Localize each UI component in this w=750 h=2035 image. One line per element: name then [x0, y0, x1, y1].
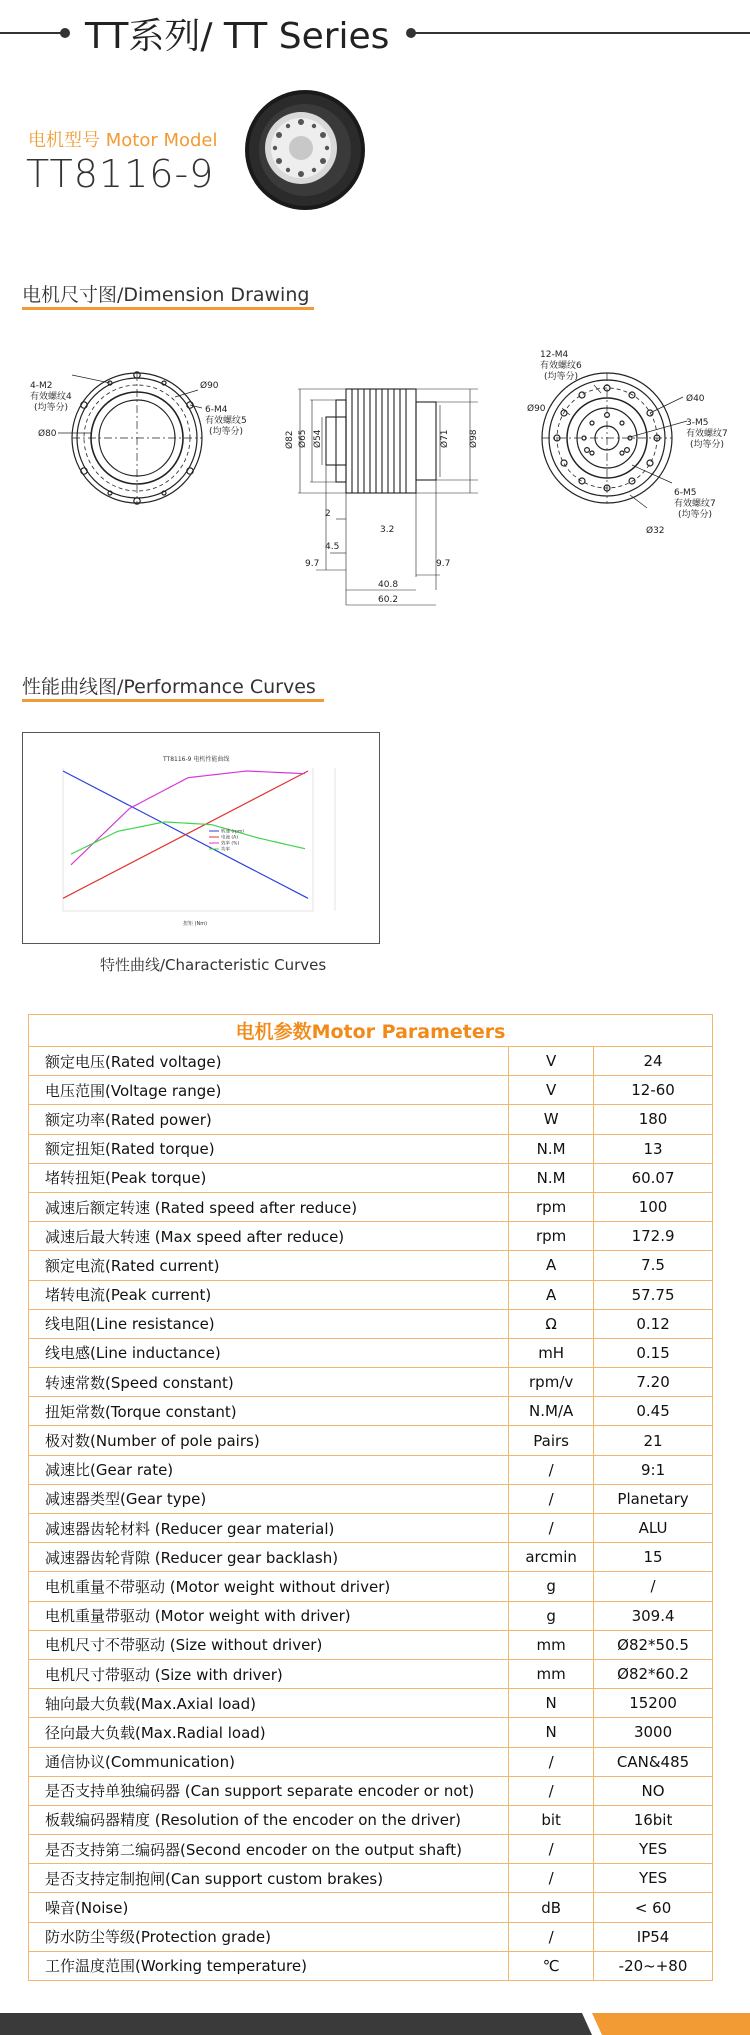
param-value: 60.07: [594, 1163, 713, 1192]
table-title: 电机参数Motor Parameters: [29, 1015, 713, 1047]
param-name: 减速后额定转速 (Rated speed after reduce): [29, 1192, 509, 1221]
table-row: [29, 1747, 713, 1776]
legend-label: 效率 (%): [221, 841, 240, 847]
param-value: ALU: [594, 1514, 713, 1543]
param-value: 21: [594, 1426, 713, 1455]
param-unit: W: [509, 1105, 594, 1134]
param-name: 减速比(Gear rate): [29, 1455, 509, 1484]
param-name: 额定功率(Rated power): [29, 1105, 509, 1134]
param-unit: /: [509, 1776, 594, 1805]
dim-d90-right: Ø90: [527, 404, 546, 414]
model-name: TT8116-9: [26, 152, 215, 196]
table-row: [29, 1280, 713, 1309]
param-unit: V: [509, 1076, 594, 1105]
table-header-row: [29, 1015, 713, 1047]
note-3m5-thread: 有效螺纹7: [686, 429, 728, 439]
note-4m2-equal: (均等分): [34, 403, 69, 413]
param-value: YES: [594, 1864, 713, 1893]
param-value: 13: [594, 1134, 713, 1163]
rear-view: [542, 373, 687, 508]
divider-dot-left: [60, 28, 70, 38]
chart-xlabel: 扭矩 (Nm): [183, 921, 208, 927]
dim-2: 2: [325, 509, 331, 519]
param-unit: V: [509, 1047, 594, 1076]
motor-photo: [243, 88, 368, 213]
table-row: [29, 1718, 713, 1747]
param-name: 电机尺寸带驱动 (Size with driver): [29, 1659, 509, 1688]
param-name: 堵转电流(Peak current): [29, 1280, 509, 1309]
param-value: 0.15: [594, 1338, 713, 1367]
dimension-title-underline: [22, 307, 314, 310]
param-value: 3000: [594, 1718, 713, 1747]
table-row: [29, 1601, 713, 1630]
table-row: [29, 1047, 713, 1076]
table-row: [29, 1776, 713, 1805]
param-unit: mm: [509, 1659, 594, 1688]
series-header: [0, 0, 750, 70]
param-unit: /: [509, 1922, 594, 1951]
dim-60-2: 60.2: [378, 595, 399, 605]
param-name: 减速器类型(Gear type): [29, 1484, 509, 1513]
note-3m5: 3-M5: [686, 418, 709, 428]
table-row: [29, 1630, 713, 1659]
param-value: 15: [594, 1543, 713, 1572]
param-value: 15200: [594, 1689, 713, 1718]
param-name: 堵转扭矩(Peak torque): [29, 1163, 509, 1192]
table-row: [29, 1076, 713, 1105]
table-row: [29, 1951, 713, 1980]
param-name: 减速器齿轮材料 (Reducer gear material): [29, 1514, 509, 1543]
table-row: [29, 1922, 713, 1951]
param-name: 额定扭矩(Rated torque): [29, 1134, 509, 1163]
param-unit: /: [509, 1864, 594, 1893]
param-name: 是否支持第二编码器(Second encoder on the output shaft): [29, 1835, 509, 1864]
param-unit: /: [509, 1514, 594, 1543]
dim-d40: Ø40: [686, 394, 705, 404]
table-row: [29, 1543, 713, 1572]
table-row: [29, 1835, 713, 1864]
dim-40-8: 40.8: [378, 580, 399, 590]
param-value: 172.9: [594, 1222, 713, 1251]
param-unit: g: [509, 1601, 594, 1630]
param-value: 0.12: [594, 1309, 713, 1338]
divider-left: [0, 32, 62, 34]
param-value: 16bit: [594, 1805, 713, 1834]
param-name: 电机重量带驱动 (Motor weight with driver): [29, 1601, 509, 1630]
table-row: [29, 1893, 713, 1922]
param-name: 噪音(Noise): [29, 1893, 509, 1922]
param-unit: A: [509, 1280, 594, 1309]
table-row: [29, 1251, 713, 1280]
param-value: 57.75: [594, 1280, 713, 1309]
dim-d98: Ø98: [469, 429, 479, 448]
param-unit: ℃: [509, 1951, 594, 1980]
performance-chart-frame: [22, 732, 380, 944]
table-row: [29, 1572, 713, 1601]
param-value: 180: [594, 1105, 713, 1134]
legend-label: 电流 (A): [221, 835, 239, 841]
table-row: [29, 1134, 713, 1163]
param-unit: /: [509, 1455, 594, 1484]
param-unit: rpm: [509, 1222, 594, 1251]
param-name: 板载编码器精度 (Resolution of the encoder on the driver): [29, 1805, 509, 1834]
param-value: NO: [594, 1776, 713, 1805]
performance-chart: [23, 733, 379, 943]
table-row: [29, 1163, 713, 1192]
dim-3-2: 3.2: [380, 525, 395, 535]
note-6m5-thread: 有效螺纹7: [674, 499, 716, 509]
param-unit: arcmin: [509, 1543, 594, 1572]
table-row: [29, 1659, 713, 1688]
param-name: 径向最大负载(Max.Radial load): [29, 1718, 509, 1747]
param-unit: dB: [509, 1893, 594, 1922]
param-name: 工作温度范围(Working temperature): [29, 1951, 509, 1980]
front-view: [58, 372, 202, 504]
param-unit: /: [509, 1835, 594, 1864]
dim-d32: Ø32: [646, 526, 665, 536]
param-unit: /: [509, 1747, 594, 1776]
param-unit: /: [509, 1484, 594, 1513]
table-row: [29, 1368, 713, 1397]
param-unit: N.M: [509, 1163, 594, 1192]
param-value: IP54: [594, 1922, 713, 1951]
chart-series-line: [71, 771, 305, 865]
legend-label: 功率: [221, 847, 230, 853]
dim-d82: Ø82: [285, 430, 295, 449]
param-name: 额定电流(Rated current): [29, 1251, 509, 1280]
param-unit: A: [509, 1251, 594, 1280]
param-name: 通信协议(Communication): [29, 1747, 509, 1776]
param-name: 减速器齿轮背隙 (Reducer gear backlash): [29, 1543, 509, 1572]
param-name: 线电阻(Line resistance): [29, 1309, 509, 1338]
note-12m4: 12-M4: [540, 350, 569, 360]
param-value: 309.4: [594, 1601, 713, 1630]
param-value: Planetary: [594, 1484, 713, 1513]
param-name: 线电感(Line inductance): [29, 1338, 509, 1367]
footer-bar: [0, 2010, 750, 2035]
param-name: 防水防尘等级(Protection grade): [29, 1922, 509, 1951]
divider-right: [414, 32, 750, 34]
param-unit: mH: [509, 1338, 594, 1367]
note-6m5-equal: (均等分): [678, 510, 713, 520]
table-row: [29, 1455, 713, 1484]
dim-d90-left: Ø90: [200, 381, 219, 391]
performance-title: 性能曲线图/Performance Curves: [22, 676, 316, 698]
param-value: -20~+80: [594, 1951, 713, 1980]
param-name: 是否支持单独编码器 (Can support separate encoder or not): [29, 1776, 509, 1805]
param-name: 轴向最大负载(Max.Axial load): [29, 1689, 509, 1718]
param-unit: Ω: [509, 1309, 594, 1338]
note-12m4-equal: (均等分): [544, 372, 579, 382]
dim-d65: Ø65: [298, 429, 308, 448]
param-unit: Pairs: [509, 1426, 594, 1455]
note-4m2-thread: 有效螺纹4: [30, 392, 72, 402]
param-value: 9:1: [594, 1455, 713, 1484]
table-row: [29, 1397, 713, 1426]
dimension-title: 电机尺寸图/Dimension Drawing: [22, 284, 310, 306]
note-4m2: 4-M2: [30, 381, 53, 391]
note-6m4-thread: 有效螺纹5: [205, 416, 247, 426]
param-name: 转速常数(Speed constant): [29, 1368, 509, 1397]
chart-axes: [63, 768, 335, 911]
param-value: 12-60: [594, 1076, 713, 1105]
param-unit: N: [509, 1718, 594, 1747]
note-3m5-equal: (均等分): [690, 440, 725, 450]
side-view: [298, 389, 478, 605]
param-value: 7.20: [594, 1368, 713, 1397]
note-6m4-equal: (均等分): [209, 427, 244, 437]
table-row: [29, 1426, 713, 1455]
param-name: 额定电压(Rated voltage): [29, 1047, 509, 1076]
legend-label: 转速 (rpm): [221, 829, 245, 835]
param-value: < 60: [594, 1893, 713, 1922]
dim-d80: Ø80: [38, 429, 57, 439]
performance-title-underline: [22, 699, 324, 702]
dimension-drawing: [0, 345, 750, 620]
param-value: 0.45: [594, 1397, 713, 1426]
param-name: 电机重量不带驱动 (Motor weight without driver): [29, 1572, 509, 1601]
note-12m4-thread: 有效螺纹6: [540, 361, 582, 371]
series-title: TT系列/ TT Series: [85, 16, 390, 57]
table-row: [29, 1484, 713, 1513]
table-row: [29, 1689, 713, 1718]
table-row: [29, 1338, 713, 1367]
table-row: [29, 1222, 713, 1251]
param-value: YES: [594, 1835, 713, 1864]
table-row: [29, 1864, 713, 1893]
param-value: Ø82*60.2: [594, 1659, 713, 1688]
param-unit: rpm/v: [509, 1368, 594, 1397]
table-row: [29, 1514, 713, 1543]
param-unit: bit: [509, 1805, 594, 1834]
param-unit: g: [509, 1572, 594, 1601]
dim-9-7-left: 9.7: [305, 559, 320, 569]
param-name: 极对数(Number of pole pairs): [29, 1426, 509, 1455]
param-unit: N: [509, 1689, 594, 1718]
param-name: 电压范围(Voltage range): [29, 1076, 509, 1105]
note-6m4: 6-M4: [205, 405, 228, 415]
param-name: 电机尺寸不带驱动 (Size without driver): [29, 1630, 509, 1659]
param-value: 7.5: [594, 1251, 713, 1280]
param-name: 扭矩常数(Torque constant): [29, 1397, 509, 1426]
param-value: 100: [594, 1192, 713, 1221]
param-unit: mm: [509, 1630, 594, 1659]
table-row: [29, 1105, 713, 1134]
dim-d54: Ø54: [313, 429, 323, 448]
dim-4-5: 4.5: [325, 542, 340, 552]
dim-d71: Ø71: [440, 429, 450, 448]
param-value: /: [594, 1572, 713, 1601]
param-unit: N.M/A: [509, 1397, 594, 1426]
table-row: [29, 1192, 713, 1221]
note-6m5: 6-M5: [674, 488, 697, 498]
param-name: 减速后最大转速 (Max speed after reduce): [29, 1222, 509, 1251]
param-value: Ø82*50.5: [594, 1630, 713, 1659]
curve-caption: 特性曲线/Characteristic Curves: [100, 956, 327, 974]
motor-parameters-table: [28, 1014, 713, 1981]
param-unit: rpm: [509, 1192, 594, 1221]
table-row: [29, 1309, 713, 1338]
chart-series-line: [71, 822, 305, 854]
dim-9-7-right: 9.7: [436, 559, 451, 569]
param-value: CAN&485: [594, 1747, 713, 1776]
param-value: 24: [594, 1047, 713, 1076]
param-name: 是否支持定制抱闸(Can support custom brakes): [29, 1864, 509, 1893]
param-unit: N.M: [509, 1134, 594, 1163]
chart-title: TT8116-9 电机性能曲线: [163, 756, 230, 763]
model-label: 电机型号 Motor Model: [28, 130, 218, 151]
table-row: [29, 1805, 713, 1834]
